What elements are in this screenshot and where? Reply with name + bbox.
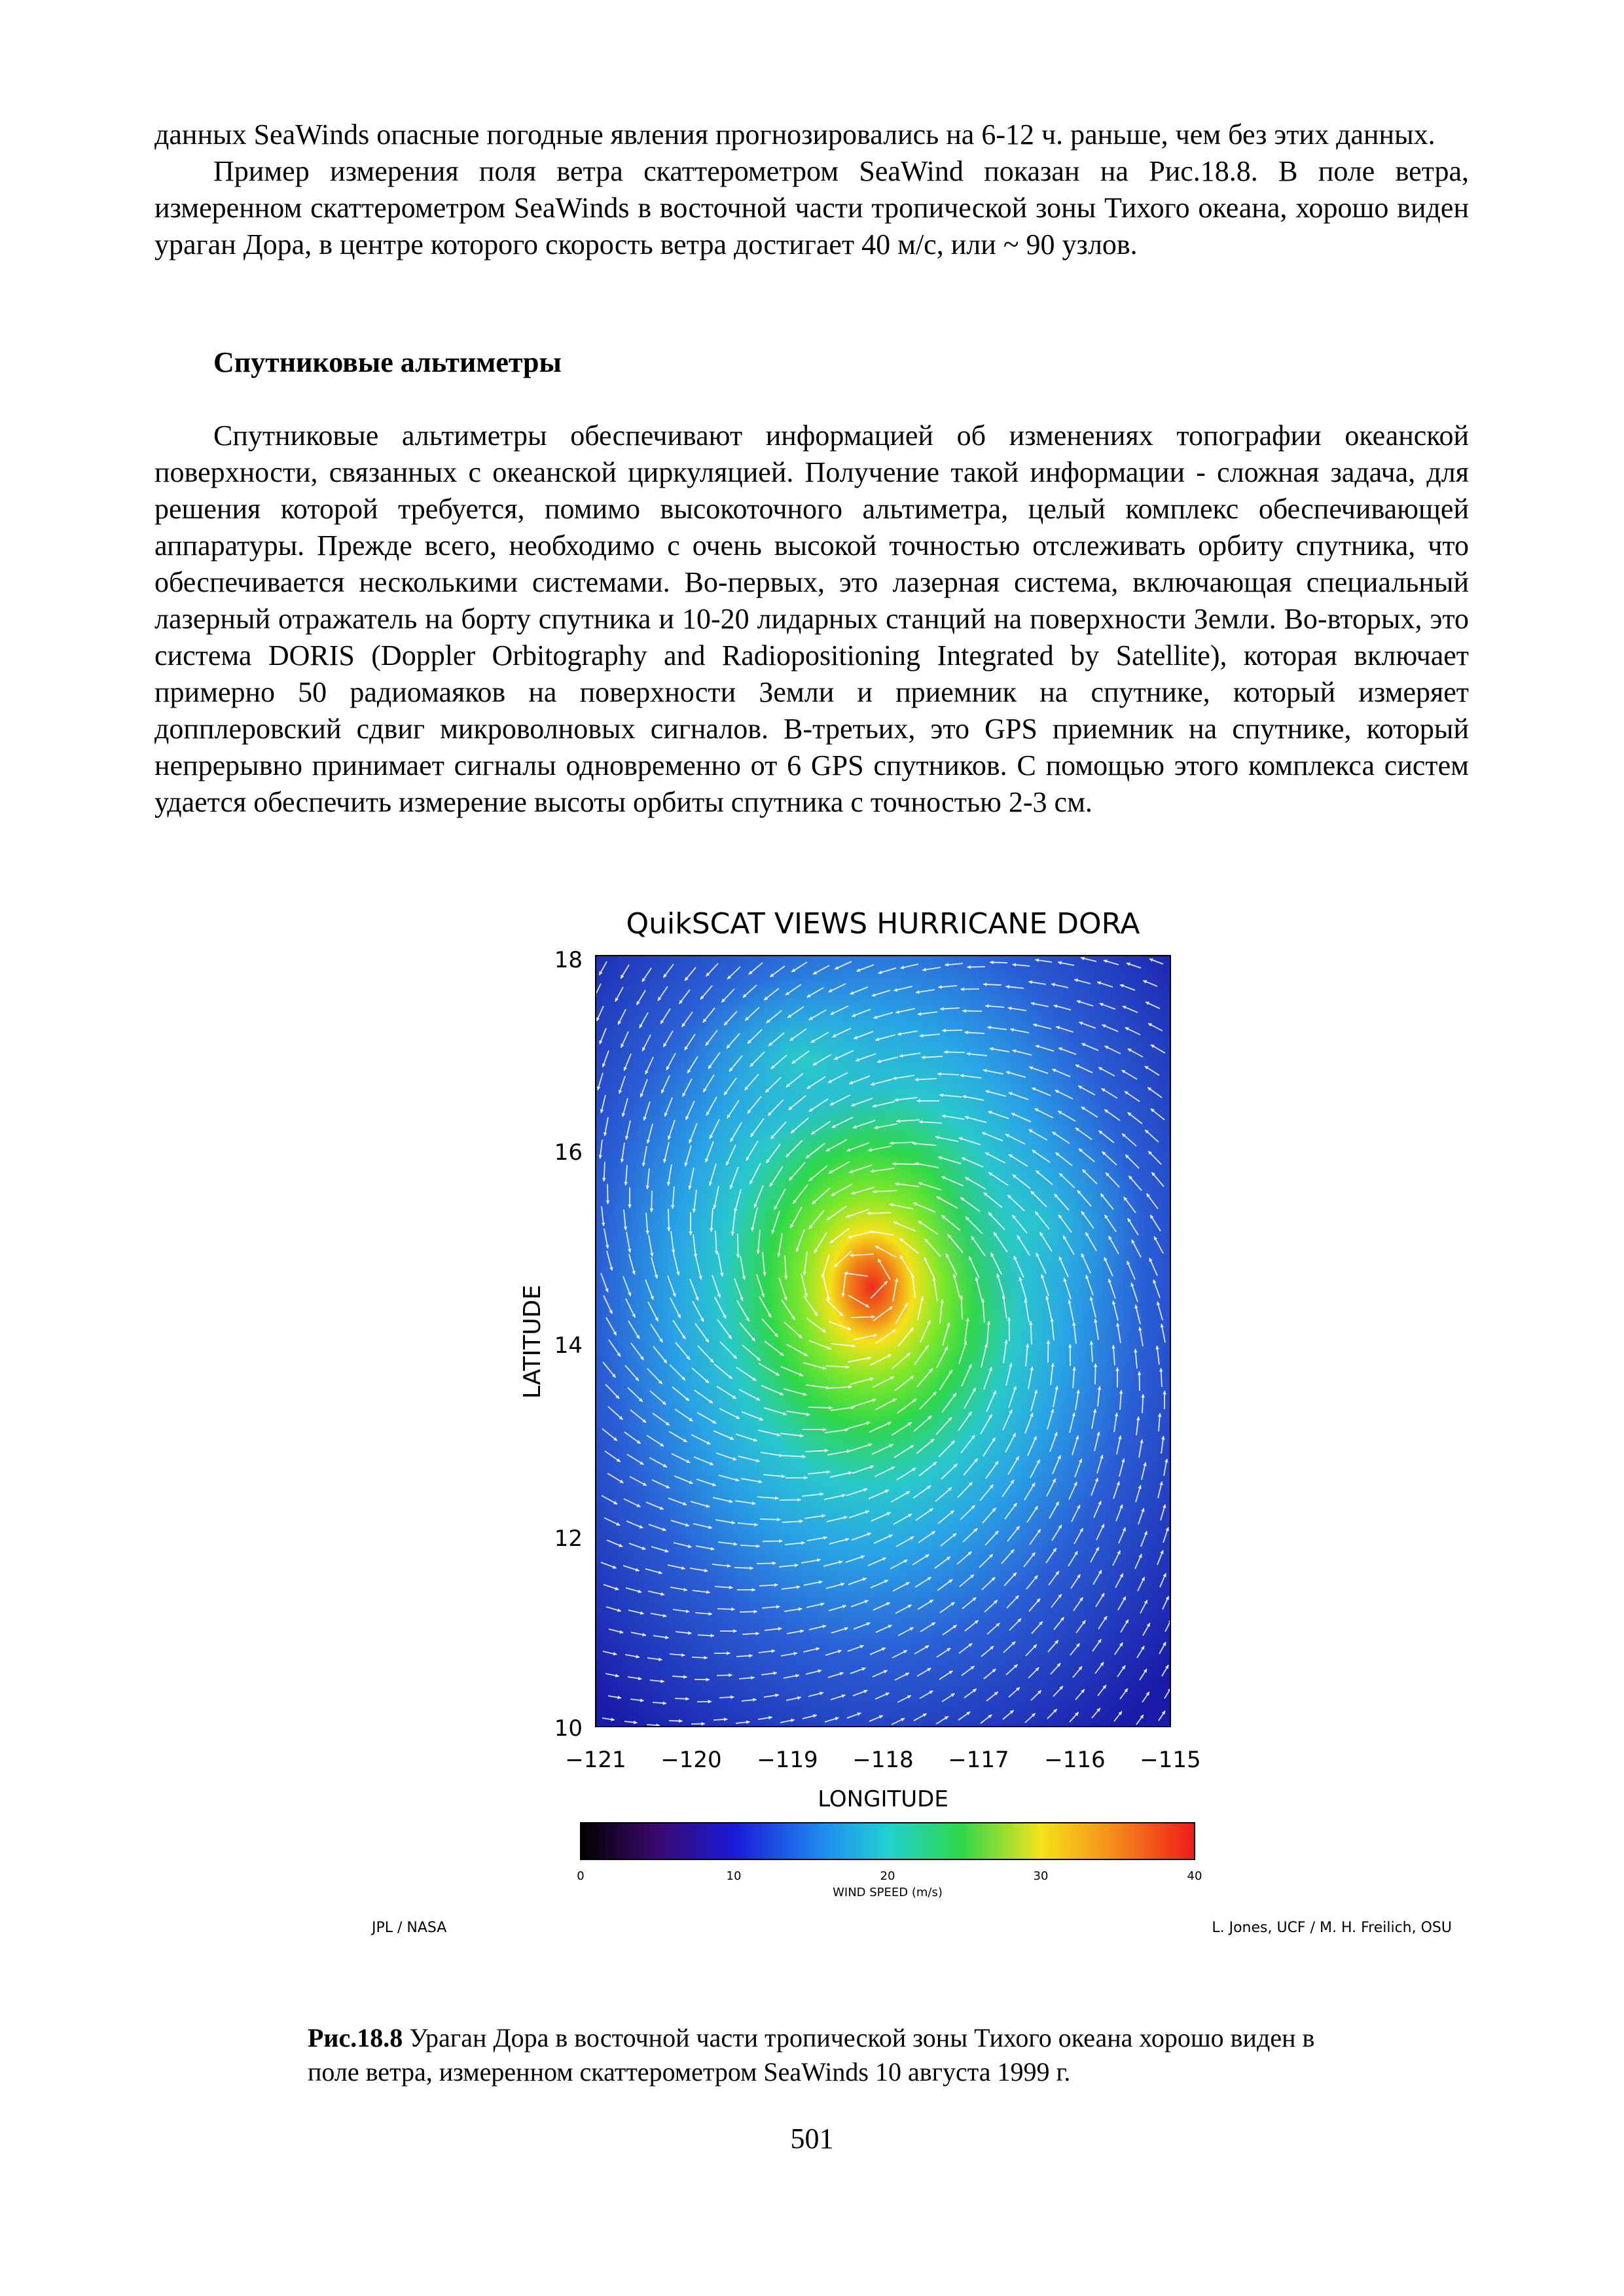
x-tick-119: −119 (757, 1747, 818, 1773)
x-tick-117: −117 (948, 1747, 1009, 1773)
wind-field-chart (0, 877, 1624, 1937)
x-tick-121: −121 (565, 1747, 626, 1773)
x-axis-ticks (565, 1747, 1200, 1773)
x-tick-115: −115 (1140, 1747, 1201, 1773)
intro-text (154, 117, 1469, 263)
paragraph-altimeters: Спутниковые альтиметры обеспечивают информацией об изменениях топографии океанской поверхности, связанных с океанской циркуляцией. Получение такой информации - сложная задача, для решения которой требуется, помимо высокоточного альтиметра, целый комплекс обеспечивающей аппаратуры. Прежде всего, необходимо с очень высокой точностью отслеживать орбиту спутника, что обеспечивается несколькими системами. Во-первых, это лазерная система, включающая специальный лазерный отражатель на борту спутника и 10-20 лидарных станций на поверхности Земли. Во-вторых, это система DORIS (Doppler Orbitography and Radiopositioning Integrated by Satellite), которая включает примерно 50 радиомаяков на поверхности Земли и приемник на спутнике, который измеряет допплеровский сдвиг микроволновых сигналов. В-третьих, это GPS приемник на спутнике, который непрерывно принимает сигналы одновременно от 6 GPS спутников. С помощью этого комплекса систем удается обеспечить измерение высоты орбиты спутника с точностью 2-3 см. (154, 420, 1469, 818)
y-axis-label: LATITUDE (519, 1284, 546, 1399)
credit-left: JPL / NASA (372, 1920, 447, 1936)
colorbar-tick-10: 10 (726, 1869, 742, 1883)
y-tick-18: 18 (554, 947, 583, 973)
wind-vector-arrow (851, 1317, 875, 1318)
section-text (154, 418, 1469, 821)
page-number: 501 (790, 2123, 834, 2155)
colorbar (581, 1823, 1195, 1859)
x-tick-120: −120 (660, 1747, 722, 1773)
y-tick-12: 12 (554, 1526, 583, 1552)
colorbar-label: WIND SPEED (m/s) (833, 1886, 943, 1899)
x-axis-label: LONGITUDE (818, 1786, 948, 1812)
colorbar-tick-0: 0 (577, 1869, 585, 1883)
paragraph-continuation: данных SeaWinds опасные погодные явления прогнозировались на 6-12 ч. раньше, чем без этих данных. (154, 118, 1435, 151)
figure-caption (308, 2021, 1316, 2089)
colorbar-tick-40: 40 (1187, 1869, 1202, 1883)
wind-vector-arrow (808, 1407, 833, 1408)
paragraph-seawind-example: Пример измерения поля ветра скаттерометром SeaWind показан на Рис.18.8. В поле ветра, измеренном скаттерометром SeaWinds в восточной части тропической зоны Тихого океана, хорошо виден ураган Дора, в центре которого скорость ветра достигает 40 м/с, или ~ 90 узлов. (154, 155, 1469, 260)
y-tick-14: 14 (554, 1333, 583, 1359)
wind-speed-field (594, 956, 1172, 1727)
figure-hurricane-dora (0, 877, 1624, 1937)
caption-text: Ураган Дора в восточной части тропической зоны Тихого океана хорошо виден в поле ветра, измеренном скаттерометром SeaWinds 10 августа 1999 г. (308, 2023, 1315, 2087)
credit-right: L. Jones, UCF / M. H. Freilich, OSU (1212, 1920, 1452, 1936)
x-tick-118: −118 (852, 1747, 914, 1773)
caption-label: Рис.18.8 (308, 2023, 403, 2053)
section-heading: Спутниковые альтиметры (213, 346, 562, 378)
y-axis-ticks (554, 947, 583, 1742)
colorbar-tick-20: 20 (880, 1869, 895, 1883)
x-tick-116: −116 (1044, 1747, 1106, 1773)
colorbar-ticks (577, 1869, 1202, 1883)
y-tick-10: 10 (554, 1715, 583, 1742)
figure-title: QuikSCAT VIEWS HURRICANE DORA (626, 907, 1140, 941)
y-tick-16: 16 (554, 1139, 583, 1166)
colorbar-tick-30: 30 (1033, 1869, 1049, 1883)
